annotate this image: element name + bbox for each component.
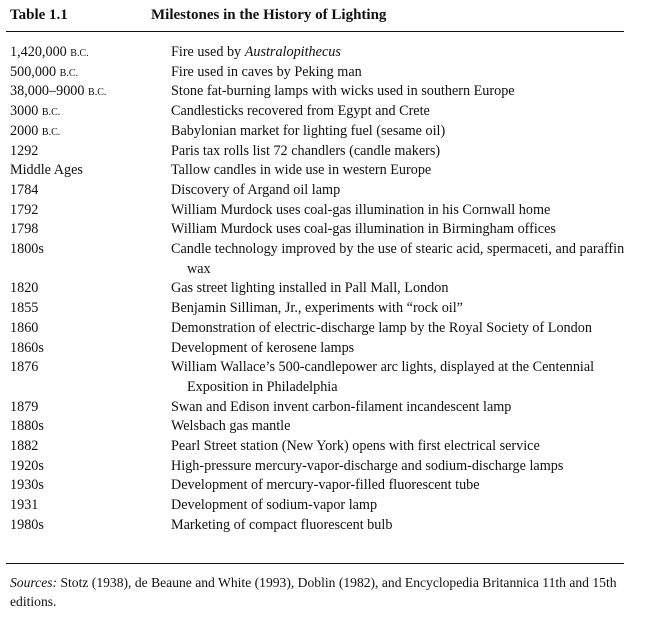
row-date-value: 1920s [10,457,44,474]
row-event [171,82,630,102]
row-event [171,240,630,279]
row-date [10,476,44,497]
row-date-value: 500,000 [10,63,60,80]
row-date [10,299,38,320]
row-event [171,63,630,83]
row-event [171,358,630,397]
row-date-value: 1860 [10,319,39,336]
row-date-value: 38,000–9000 [10,83,89,100]
row-date [10,398,38,419]
row-date-value: 2000 [10,122,42,139]
row-event-text: Stone fat-burning lamps with wicks used in southern Europe [171,83,515,100]
row-date-value: 1860s [10,339,44,356]
row-date-value: 1820 [10,280,39,297]
table-row [10,181,630,201]
row-event [171,457,630,477]
row-date [10,220,38,241]
row-event-text: Welsbach gas mantle [171,418,291,435]
table-row [10,437,630,457]
row-date [10,63,78,84]
table-row [10,63,630,83]
sources-text: Stotz (1938), de Beaune and White (1993), Doblin (1982), and Encyclopedia Britannica 11th and 15th editions. [10,575,617,609]
row-event [171,102,630,122]
row-date-value: 1879 [10,398,39,415]
row-date-value: 1292 [10,142,39,159]
row-date-value: 1855 [10,300,39,317]
row-date [10,516,44,537]
row-event-text: Candle technology improved by the use of stearic acid, spermaceti, and paraffin wax [171,241,625,277]
row-event-text: Development of kerosene lamps [171,339,355,356]
row-event [171,398,630,418]
row-date-era: B.C. [88,87,107,99]
table-row [10,43,630,63]
row-date-value: 1931 [10,497,39,514]
row-event [171,516,630,536]
row-date-value: 1880s [10,418,44,435]
row-event-text: Pearl Street station (New York) opens with first electrical service [171,438,540,455]
table-row [10,299,630,319]
row-event [171,476,630,496]
row-event-text: Development of sodium-vapor lamp [171,497,378,514]
row-date-era: B.C. [41,107,61,119]
milestone-list [10,43,630,536]
row-date [10,181,38,202]
row-event [171,181,630,201]
row-event-text: Swan and Edison invent carbon-filament incandescent lamp [171,398,512,415]
row-event-text: Discovery of Argand oil lamp [171,181,341,198]
row-event-text: Babylonian market for lighting fuel (sesame oil) [171,122,446,139]
row-date [10,142,38,163]
row-date [10,319,38,340]
row-date [10,102,60,123]
table-row [10,358,630,397]
row-date-era: B.C. [59,67,78,79]
row-event [171,319,630,339]
row-event-text: Tallow candles in wide use in western Europe [171,162,432,179]
row-date [10,122,60,143]
row-event-text: William Murdock uses coal-gas illumination in Birmingham offices [171,221,556,238]
row-date [10,240,44,261]
row-date [10,437,38,458]
row-date [10,496,38,517]
row-event-text: Marketing of compact fluorescent bulb [171,516,393,533]
row-event-italic: Australopithecus [244,44,341,60]
sources-note [10,573,622,611]
row-event [171,496,630,516]
row-event-text: Paris tax rolls list 72 chandlers (candle makers) [171,142,441,159]
row-date-value: 1800s [10,241,44,258]
row-event [171,201,630,221]
table-row [10,279,630,299]
table-row [10,161,630,181]
row-date-value: Middle Ages [10,162,83,179]
row-date [10,417,44,438]
row-event-text: Fire used by [171,44,245,60]
row-date-value: 1882 [10,438,39,455]
row-date [10,279,38,300]
row-date [10,82,106,103]
row-event-text: William Wallace’s 500-candlepower arc lights, displayed at the Centennial Exposition in Philadelphia [171,359,595,395]
row-date [10,457,44,478]
row-event [171,339,630,359]
row-date-value: 3000 [10,103,42,120]
row-event-text: Benjamin Silliman, Jr., experiments with “rock oil” [171,300,463,317]
row-event-text: William Murdock uses coal-gas illumination in his Cornwall home [171,201,551,218]
table-row [10,417,630,437]
table-row [10,201,630,221]
table-row [10,102,630,122]
table-row [10,82,630,102]
row-event-text: Demonstration of electric-discharge lamp by the Royal Society of London [171,319,592,336]
row-event [171,43,630,63]
row-event-text: Gas street lighting installed in Pall Mall, London [171,280,449,297]
table-row [10,457,630,477]
table-row [10,496,630,516]
table-row [10,220,630,240]
row-date-value: 1784 [10,181,39,198]
table-row [10,398,630,418]
row-event [171,279,630,299]
row-event [171,437,630,457]
table-row [10,319,630,339]
sources-label: Sources: [10,575,58,590]
row-event-text: Fire used in caves by Peking man [171,63,362,80]
row-date-era: B.C. [70,48,89,59]
row-date-era: B.C. [41,126,61,138]
row-event [171,220,630,240]
row-event [171,299,630,319]
row-date [10,339,44,360]
row-event-text: High-pressure mercury-vapor-discharge and sodium-discharge lamps [171,457,564,474]
row-event [171,161,630,181]
top-rule [6,31,624,32]
table-row [10,122,630,142]
table-header [10,7,622,27]
table-row [10,339,630,359]
row-event [171,122,630,142]
row-date-value: 1980s [10,516,44,533]
row-date [10,161,83,182]
row-date-value: 1,420,000 [10,44,71,60]
bottom-rule [6,563,624,564]
table-row [10,142,630,162]
table-title: Milestones in the History of Lighting [151,7,387,23]
row-date [10,201,38,222]
row-date [10,358,38,379]
table-label: Table 1.1 [10,7,68,23]
row-event-text: Candlesticks recovered from Egypt and Crete [171,103,430,120]
row-date [10,43,89,64]
row-date-value: 1930s [10,477,44,494]
row-date-value: 1798 [10,221,39,238]
table-row [10,240,630,279]
row-event [171,142,630,162]
row-date-value: 1792 [10,201,39,218]
row-event-text: Development of mercury-vapor-filled fluorescent tube [171,477,480,494]
row-date-value: 1876 [10,359,39,376]
row-event [171,417,630,437]
table-row [10,516,630,536]
table-row [10,476,630,496]
